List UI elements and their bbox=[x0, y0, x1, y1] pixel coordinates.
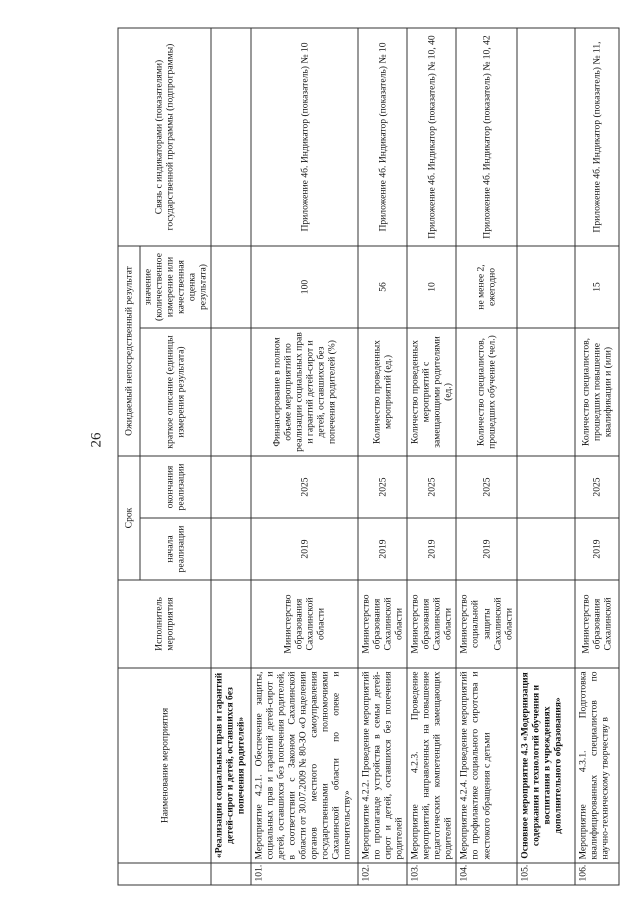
row-name bbox=[574, 668, 618, 863]
row-number: 105. bbox=[516, 863, 574, 885]
row-executor bbox=[211, 580, 251, 668]
row-executor: Министерство образования Сахалинской области bbox=[358, 580, 407, 668]
row-executor: Министерство социальной защиты Сахалинской области bbox=[456, 580, 516, 668]
row-result-desc: Количество проведенных мероприятий (ед.) bbox=[358, 328, 407, 456]
row-number: 101. bbox=[251, 863, 358, 885]
row-link: Приложение 4б. Индикатор (показатель) № 10 bbox=[358, 28, 407, 246]
row-start: 2019 bbox=[407, 518, 456, 580]
table-row-102 bbox=[358, 28, 407, 885]
row-number: 106. bbox=[574, 863, 618, 885]
row-name: Мероприятие 4.2.3. Проведение мероприятий, направленных на повышение педагогических компетенций замещающих родителей bbox=[407, 668, 456, 863]
row-result-desc: Финансирование в полном объеме мероприятий по реализации социальных прав и гарантий детей-сирот и детей, оставшихся без попечения родителей (%) bbox=[251, 328, 358, 456]
table-row-105 bbox=[516, 28, 574, 885]
row-end bbox=[211, 456, 251, 518]
row-start: 2019 bbox=[358, 518, 407, 580]
table-row-104 bbox=[456, 28, 516, 885]
row-end: 2025 bbox=[456, 456, 516, 518]
row-number: 103. bbox=[407, 863, 456, 885]
row-number: 102. bbox=[358, 863, 407, 885]
row-link: Приложение 4б. Индикатор (показатель) № 10, 40 bbox=[407, 28, 456, 246]
page-number: 26 bbox=[88, 432, 105, 448]
header-result: Ожидаемый непосредственный результат bbox=[118, 246, 140, 456]
row-name: Мероприятие 4.2.2. Проведение мероприятий по пропаганде устройства в семьи детей-сирот и детей, оставшихся без попечения родителей bbox=[358, 668, 407, 863]
row-link bbox=[211, 28, 251, 246]
row-name: «Реализация социальных прав и гарантий детей-сирот и детей, оставшихся без попечения родителей» bbox=[211, 668, 251, 863]
row-start bbox=[211, 518, 251, 580]
header-term: Срок bbox=[118, 456, 140, 580]
row-result-value: не менее 2, ежегодно bbox=[456, 246, 516, 328]
header-start: начала реализации bbox=[140, 518, 211, 580]
row-number bbox=[211, 863, 251, 885]
row-result-desc: Количество проведенных мероприятий с замещающими родителями (ед.) bbox=[407, 328, 456, 456]
header-end: окончания реализации bbox=[140, 456, 211, 518]
row-executor-text: Министерство образования Сахалинской bbox=[579, 593, 613, 654]
row-result-desc bbox=[211, 328, 251, 456]
row-start: 2019 bbox=[574, 518, 618, 580]
header-name: Наименование мероприятия bbox=[118, 668, 211, 863]
row-result-desc bbox=[574, 328, 618, 456]
row-result-value bbox=[516, 246, 574, 328]
row-link: Приложение 4б. Индикатор (показатель) № 10 bbox=[251, 28, 358, 246]
row-link: Приложение 4б. Индикатор (показатель) № 10, 42 bbox=[456, 28, 516, 246]
row-start bbox=[516, 518, 574, 580]
row-result-value bbox=[211, 246, 251, 328]
row-number: 104. bbox=[456, 863, 516, 885]
table-row-101 bbox=[251, 28, 358, 885]
table-row-106 bbox=[574, 28, 618, 885]
row-result-value: 100 bbox=[251, 246, 358, 328]
header-number bbox=[118, 863, 211, 885]
row-result-desc bbox=[516, 328, 574, 456]
row-name: Основное мероприятие 4.3 «Модернизация содержания и технологий обучения и воспитания в учреждениях дополнительного образования» bbox=[516, 668, 574, 863]
row-result-value: 10 bbox=[407, 246, 456, 328]
row-end: 2025 bbox=[358, 456, 407, 518]
row-end: 2025 bbox=[574, 456, 618, 518]
row-link bbox=[574, 28, 618, 246]
row-end: 2025 bbox=[407, 456, 456, 518]
table-wrapper bbox=[117, 28, 611, 885]
header-result-desc: краткое описание (единицы измерения результата) bbox=[140, 328, 211, 456]
row-end bbox=[516, 456, 574, 518]
header-link: Связь с индикаторами (показателями) государственной программы (подпрограммы) bbox=[118, 28, 211, 246]
row-executor bbox=[574, 580, 618, 668]
row-result-value: 15 bbox=[574, 246, 618, 328]
rotated-table-container bbox=[117, 28, 611, 885]
row-executor: Министерство образования Сахалинской области bbox=[407, 580, 456, 668]
row-link bbox=[516, 28, 574, 246]
row-result-desc: Количество специалистов, прошедших обучение (чел.) bbox=[456, 328, 516, 456]
row-name: Мероприятие 4.2.1. Обеспечение защиты, социальных прав и гарантий детей-сирот и детей, оставшихся без попечения родителей, в соответствии с Законом Сахалинской области от 30.07.2009 № 80-ЗО «О наделении органов местного самоуправления государственными полномочиями Сахалинской области по опеке и попечительству» bbox=[251, 668, 358, 863]
row-result-desc-text: Количество специалистов, прошедших повышение квалификации и (или) bbox=[579, 337, 613, 446]
row-start: 2019 bbox=[251, 518, 358, 580]
row-result-value: 56 bbox=[358, 246, 407, 328]
table-row-103 bbox=[407, 28, 456, 885]
header-executor: Исполнитель мероприятия bbox=[118, 580, 211, 668]
row-name: Мероприятие 4.2.4. Проведение мероприятий по профилактике социального сиротства и жестокого обращения с детьми bbox=[456, 668, 516, 863]
row-name-text: Мероприятие 4.3.1. Подготовка квалифицированных специалистов по научно-техническому творчеству в bbox=[576, 671, 610, 859]
row-executor bbox=[516, 580, 574, 668]
table-row-section-4-2 bbox=[211, 28, 251, 885]
row-start: 2019 bbox=[456, 518, 516, 580]
row-link-text: Приложение 4б. Индикатор (показатель) № 11, bbox=[590, 40, 602, 233]
row-executor: Министерство образования Сахалинской области bbox=[251, 580, 358, 668]
header-result-value: значение (количественное измерение или качественная оценка результата) bbox=[140, 246, 211, 328]
row-end: 2025 bbox=[251, 456, 358, 518]
activities-table bbox=[117, 27, 619, 885]
